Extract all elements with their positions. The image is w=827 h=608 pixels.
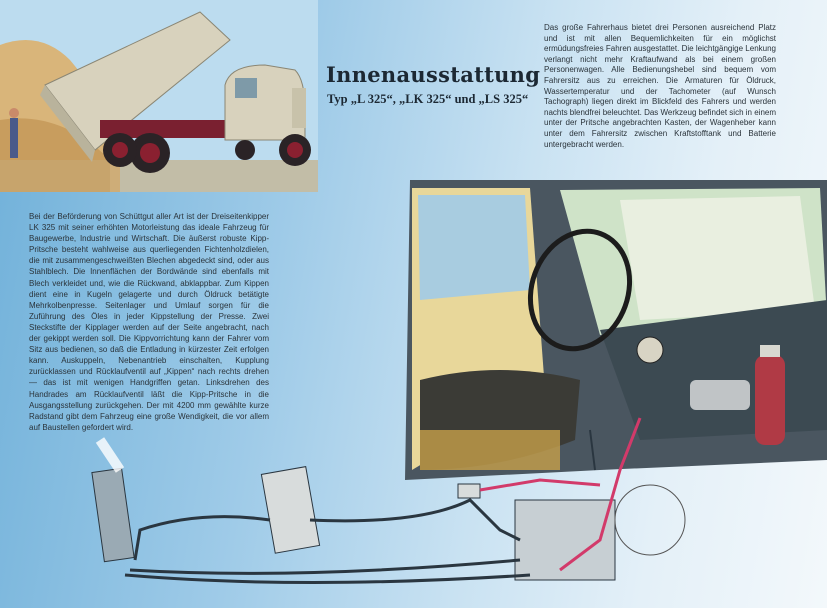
page-subtitle: Typ „L 325“, „LK 325“ und „LS 325“ bbox=[327, 92, 529, 106]
page-title: Innenausstattung bbox=[326, 62, 541, 87]
cab-interior-illustration bbox=[405, 180, 827, 480]
dump-truck-illustration bbox=[0, 0, 318, 192]
cab-description-paragraph: Das große Fahrerhaus bietet drei Personen ausreichend Platz und ist mit allen Bequemlichkeiten für ein möglichst ermüdungsfreies Fahren ausgestattet. Die leichtgängige Lenkung verlangt nicht mehr Kraftaufwand als bei einem großen Personenwagen. Alle Bedienungshebel sind bequem vom Fahrersitz aus zu erreichen. Die Armaturen für Öldruck, Wassertemperatur und der Tachometer (auf Wunsch Tachograph) liegen direkt im Blickfeld des Fahrers und werden nachts blendfrei beleuchtet. Das Werkzeug befindet sich in einem unter der Pritsche angebrachten Kasten, der Wagenheber kann unter dem Fahrersitz zwischen Kraftstofftank und Batterie untergebracht werden. bbox=[544, 23, 776, 149]
tipper-description-paragraph: Bei der Beförderung von Schüttgut aller Art ist der Dreiseitenkipper LK 325 mit seiner erhöhten Motorleistung das ideale Fahrzeug für Baugewerbe, Industrie und Wirtschaft. Die äußerst robuste Kipp-Pritsche besteht wahlweise aus querliegenden Fichtenholzdielen, die mit zusammengeschweißten Blechen abgedeckt sind, oder aus Stahlblech. Die Innenflächen der Bordwände sind ebenfalls mit Blech verkleidet und, wie die Rückwand, abklappbar. Zum Kippen dient eine in Kugeln gelagerte und durch Öldruck betätigte Mehrkolbenpresse. Seitenlager und Umlauf sorgen für die Zuführung des Öles in jeder Kippstellung der Presse. Zwei Steckstifte der Kipplager werden auf der Seite angebracht, nach der gekippt werden soll. Die Kippvorrichtung kann der Fahrer vom Sitz aus bedienen, so daß die Entladung in kürzester Zeit erfolgen kann. Auskuppeln, Nebenantrieb einschalten, Kupplung zurücklassen und Rücklaufventil auf „Kippen“ nach rechts drehen — das ist mit wenigen Handgriffen getan. Linksdrehen des Handrades am Rücklaufventil läßt die Kipp-Pritsche in die Ausgangsstellung zurückgehen. Der mit 4200 mm gewählte kurze Radstand gibt dem Fahrzeug eine große Wendigkeit, die vor allem auf Baustellen gefordert wird. bbox=[29, 212, 269, 432]
